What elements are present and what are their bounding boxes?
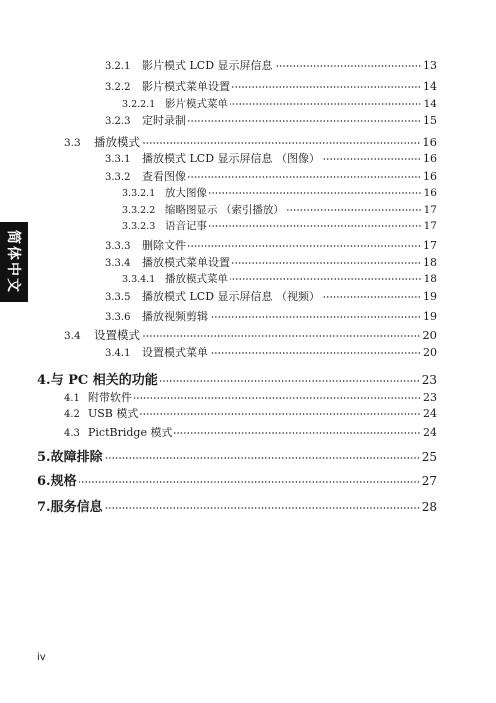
dot-leader	[232, 262, 421, 264]
toc-entry-title: 删除文件	[142, 239, 186, 252]
toc-entry-page: 15	[423, 114, 437, 127]
dot-leader	[209, 225, 422, 227]
toc-entry[interactable]	[37, 451, 437, 464]
toc-entry-title: 查看图像	[142, 170, 186, 183]
toc-entry-number: 4.3	[64, 428, 80, 439]
toc-entry-title: 播放模式 LCD 显示屏信息 （图像）	[142, 152, 321, 165]
dot-leader	[188, 245, 421, 247]
toc-entry-number: 3.2.3	[105, 116, 131, 127]
dot-leader	[188, 176, 421, 178]
toc-entry-title: 故障排除	[50, 450, 103, 465]
page-number: iv	[37, 652, 46, 663]
toc-entry[interactable]	[122, 188, 437, 199]
toc-entry-number: 3.3.2.3	[122, 221, 156, 232]
dot-leader	[209, 192, 422, 194]
toc-entry[interactable]	[105, 291, 437, 303]
toc-entry-number: 3.2.2.1	[122, 99, 156, 110]
toc-entry-page: 16	[423, 187, 437, 199]
toc-entry-page: 20	[422, 328, 437, 342]
dot-leader	[230, 103, 422, 105]
toc-entry-title: 播放模式菜单	[165, 273, 228, 285]
toc-entry-number: 4.	[37, 373, 51, 388]
toc-entry-number: 3.2.1	[105, 61, 131, 72]
toc-entry[interactable]	[105, 81, 437, 93]
toc-entry-title: 播放模式	[94, 135, 140, 149]
dot-leader	[232, 86, 421, 88]
toc-entry-number: 3.3.2	[105, 172, 131, 183]
toc-entry[interactable]	[64, 330, 437, 342]
dot-leader	[322, 296, 421, 298]
toc-entry-number: 3.3.2.1	[122, 188, 156, 199]
toc-entry-number: 3.3.6	[105, 312, 131, 323]
toc-entry[interactable]	[122, 99, 437, 110]
toc-entry-title: 播放视频剪辑	[142, 310, 208, 323]
toc-entry-title: 放大图像	[165, 187, 207, 199]
toc-entry-number: 3.4.1	[105, 348, 131, 359]
toc-entry-number: 4.2	[64, 409, 80, 420]
toc-entry-page: 14	[423, 98, 437, 110]
toc-entry-number: 3.3	[64, 137, 81, 149]
toc-entry-page: 16	[423, 170, 437, 183]
toc-entry-number: 5.	[37, 450, 51, 465]
toc-entry[interactable]	[64, 427, 437, 439]
toc-entry-number: 3.3.4	[105, 258, 131, 269]
toc-entry-title: 缩略图显示 （索引播放）	[165, 204, 284, 216]
toc-entry-number: 3.3.3	[105, 241, 131, 252]
toc-entry[interactable]	[105, 60, 437, 72]
toc-entry-number: 3.3.5	[105, 292, 131, 303]
toc-entry[interactable]	[64, 392, 437, 404]
toc-entry-number: 4.1	[64, 393, 80, 404]
language-tab-label: 简体中文	[5, 230, 21, 294]
dot-leader	[160, 380, 420, 382]
toc-entry-number: 7.	[37, 500, 51, 515]
dot-leader	[105, 507, 420, 509]
toc-entry-page: 18	[423, 273, 437, 285]
toc-entry[interactable]	[105, 171, 437, 183]
toc-entry-page: 17	[423, 220, 437, 232]
toc-entry[interactable]	[37, 374, 437, 387]
dot-leader	[142, 142, 420, 144]
dot-leader	[286, 209, 422, 211]
toc-entry-title: PictBridge 模式	[88, 426, 173, 439]
toc-entry[interactable]	[105, 240, 437, 252]
toc-entry-title: USB 模式	[88, 407, 139, 420]
toc-entry[interactable]	[64, 137, 437, 149]
toc-entry-title: 影片模式菜单设置	[142, 80, 230, 93]
toc-entry-page: 18	[423, 256, 437, 269]
toc-entry-number: 3.4	[64, 330, 81, 342]
toc-entry[interactable]	[105, 257, 437, 269]
toc-entry[interactable]	[64, 408, 437, 420]
dot-leader	[230, 278, 422, 280]
toc-entry-page: 17	[423, 204, 437, 216]
toc-entry-title: 设置模式菜单	[142, 346, 208, 359]
toc-entry-page: 19	[423, 290, 437, 303]
dot-leader	[79, 481, 420, 483]
toc-entry-number: 3.2.2	[105, 82, 131, 93]
toc-entry-page: 24	[423, 426, 437, 439]
toc-entry[interactable]	[105, 115, 437, 127]
toc-entry-number: 3.3.1	[105, 154, 131, 165]
dot-leader	[322, 158, 421, 160]
toc-entry-page: 19	[423, 310, 437, 323]
dot-leader	[105, 457, 420, 459]
dot-leader	[142, 335, 420, 337]
toc-entry-title: 播放模式 LCD 显示屏信息 （视频）	[142, 290, 321, 303]
dot-leader	[134, 397, 421, 399]
toc-entry[interactable]	[105, 311, 437, 323]
toc-entry-title: 定时录制	[142, 114, 186, 127]
toc-entry-page: 13	[423, 59, 437, 72]
toc-entry-page: 23	[421, 373, 437, 387]
toc-entry-page: 16	[422, 135, 437, 149]
toc-entry-title: 设置模式	[94, 328, 140, 342]
toc-entry-page: 14	[423, 80, 437, 93]
dot-leader	[188, 120, 421, 122]
toc-entry-page: 16	[423, 152, 437, 165]
toc-entry[interactable]	[122, 274, 437, 285]
dot-leader	[140, 413, 421, 415]
toc-entry[interactable]	[122, 221, 437, 232]
toc-entry-title: 服务信息	[50, 500, 103, 515]
toc-entry-number: 6.	[37, 474, 51, 489]
toc-entry[interactable]	[37, 475, 437, 488]
toc-entry[interactable]	[105, 153, 437, 165]
toc-entry[interactable]	[37, 501, 437, 514]
language-tab	[0, 222, 28, 302]
toc-entry-page: 17	[423, 239, 437, 252]
dot-leader	[210, 352, 421, 354]
toc-entry-page: 25	[421, 450, 437, 464]
toc-entry-title: 播放模式菜单设置	[142, 256, 230, 269]
toc-entry-title: 附带软件	[88, 391, 132, 404]
toc-entry-page: 27	[421, 474, 437, 488]
dot-leader	[275, 65, 421, 67]
toc-entry-page: 20	[423, 346, 437, 359]
toc-entry[interactable]	[105, 347, 437, 359]
toc-entry-title: 与 PC 相关的功能	[50, 373, 158, 388]
toc-entry-page: 28	[421, 500, 437, 514]
toc-entry-page: 23	[423, 391, 437, 404]
toc-entry-title: 语音记事	[165, 220, 207, 232]
toc-entry-number: 3.3.2.2	[122, 205, 156, 216]
toc-entry[interactable]	[122, 205, 437, 216]
toc-entry-title: 规格	[50, 474, 77, 489]
dot-leader	[210, 316, 421, 318]
toc-entry-title: 影片模式 LCD 显示屏信息	[142, 59, 273, 72]
toc-entry-title: 影片模式菜单	[165, 98, 228, 110]
dot-leader	[174, 432, 421, 434]
toc-entry-number: 3.3.4.1	[122, 274, 156, 285]
toc-entry-page: 24	[423, 407, 437, 420]
